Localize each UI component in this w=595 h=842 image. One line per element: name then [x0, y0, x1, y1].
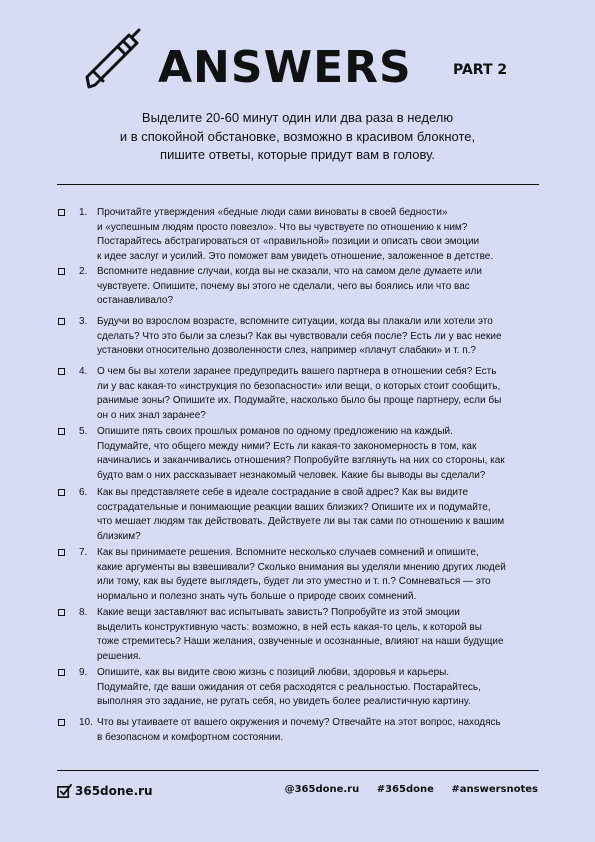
question-line: Что вы утаиваете от вашего окружения и почему? Отвечайте на этот вопрос, находясь [97, 717, 501, 728]
question-number: 5. [79, 426, 88, 437]
intro-line: Выделите 20-60 минут один или два раза в неделю [141, 110, 454, 125]
question-text [97, 315, 542, 359]
question-number: 1. [79, 207, 88, 218]
question-checkbox[interactable] [58, 268, 65, 275]
question-number: 2. [79, 266, 88, 277]
question-checkbox[interactable] [58, 719, 65, 726]
question-line: сделать? Что это были за слезы? Как вы чувствовали себя после? Есть ли у вас некие [97, 330, 502, 342]
top-divider [57, 184, 539, 185]
question-line: О чем бы вы хотели заранее предупредить вашего партнера в отношении себя? Есть [97, 366, 497, 377]
footer-tags [271, 784, 538, 795]
intro-line: пишите ответы, которые придут вам в голову. [160, 147, 435, 162]
intro-line: и в спокойной обстановке, возможно в красивом блокноте, [119, 128, 476, 144]
question-checkbox[interactable] [58, 368, 65, 375]
question-line: в безопасном и комфортном состоянии. [97, 731, 284, 743]
question-number: 4. [79, 366, 88, 377]
question-line: что мешает людям так действовать. Действуете ли вы так сами по отношению к вашим [97, 516, 505, 527]
question-number: 8. [79, 607, 88, 618]
footer-tag: #answersnotes [451, 784, 538, 795]
question-line: какие аргументы вы взвешивали? Сколько внимания вы уделяли мнению других людей [97, 561, 506, 573]
question-line: останавливало? [97, 295, 174, 306]
question-line: начинались и заканчивались отношения? Попробуйте взглянуть на них со стороны, как [97, 455, 505, 466]
page-title: ANSWERS [158, 42, 412, 93]
question-text [97, 206, 542, 264]
question-line: Вспомните недавние случаи, когда вы не сказали, что на самом деле думаете или [97, 266, 482, 277]
question-number: 6. [79, 487, 88, 498]
question-line: Прочитайте утверждения «бедные люди сами виноваты в своей бедности» [97, 207, 448, 218]
question-line: Как вы представляете себе в идеале сострадание в свой адрес? Как вы видите [97, 487, 469, 498]
question-text [97, 716, 542, 745]
question-line: Будучи во взрослом возрасте, вспомните ситуации, когда вы плакали или хотели это [97, 316, 493, 327]
question-line: ранимые зоны? Опишите их. Подумайте, насколько было бы проще партнеру, если бы [97, 395, 502, 406]
checkbox-check-icon [57, 784, 72, 799]
question-line: и «успешным людям просто повезло». Что вы чувствуете по отношению к ним? [97, 221, 468, 233]
question-line: к идее заслуг и усилий. Это поможет вам увидеть отношение, заложенное в детстве. [97, 250, 494, 262]
question-text [97, 666, 542, 710]
question-checkbox[interactable] [58, 489, 65, 496]
question-checkbox[interactable] [58, 318, 65, 325]
question-text [97, 546, 542, 604]
question-checkbox[interactable] [58, 549, 65, 556]
question-text [97, 425, 542, 483]
part-label: PART 2 [453, 62, 508, 78]
question-line: чувствуете. Опишите, почему вы этого не сделали, чего вы боялись или что вас [97, 280, 470, 292]
question-checkbox[interactable] [58, 209, 65, 216]
question-number: 10. [79, 717, 93, 728]
question-text [97, 265, 542, 309]
question-line: Подумайте, где ваши ожидания от себя расходятся с реальностью. Постарайтесь, [97, 681, 481, 693]
question-checkbox[interactable] [58, 428, 65, 435]
header [0, 0, 595, 100]
question-number: 3. [79, 316, 88, 327]
question-line: сострадательные и понимающие реакции ваших близких? Опишите их и подумайте, [97, 501, 491, 513]
question-line: выделить конструктивную часть: возможно, в ней есть какая-то цель, к которой вы [97, 621, 482, 633]
question-line: Постарайтесь абстрагироваться от «правильной» позиции и описать свои эмоции [97, 236, 480, 247]
question-line: решения. [97, 650, 142, 662]
question-line: будто вам о них рассказывает незнакомый человек. Какие бы выводы вы сделали? [97, 469, 486, 481]
question-line: установки относительно дозволенности слез, например «плачут слабаки» и т. п.? [97, 345, 476, 356]
question-line: Подумайте, что общего между ними? Есть ли какая-то закономерность в том, как [97, 440, 477, 452]
brand-name: 365done.ru [75, 784, 153, 798]
question-line: ли у вас какая-то «инструкция по безопасности» или вещи, о которых стоит сообщить, [97, 380, 501, 392]
question-text [97, 606, 542, 664]
question-line: Опишите, как вы видите свою жизнь с позиций любви, здоровья и карьеры. [97, 667, 450, 678]
pen-icon [79, 27, 143, 91]
question-line: он о них знал заранее? [97, 409, 206, 421]
question-text [97, 365, 542, 423]
question-line: или тому, как вы будете выглядеть, будет ли это уместно и т. п.? Сомневаться — это [97, 576, 491, 587]
footer-tag: @365done.ru [284, 784, 360, 795]
question-text [97, 486, 542, 544]
question-line: Какие вещи заставляют вас испытывать зависть? Попробуйте из этой эмоции [97, 607, 460, 618]
question-line: выполняя это задание, не ругать себя, но увидеть более реалистичную картину. [97, 696, 471, 707]
question-number: 9. [79, 667, 88, 678]
question-line: тоже стремитесь? Наши желания, озвученные и осознанные, влияют на наши будущие [97, 636, 504, 647]
footer-divider [57, 770, 539, 771]
brand [57, 781, 153, 801]
question-number: 7. [79, 547, 88, 558]
question-checkbox[interactable] [58, 669, 65, 676]
question-checkbox[interactable] [58, 609, 65, 616]
question-line: близким? [97, 530, 141, 542]
question-line: нормально и полезно знать чуть больше о природе своих сомнений. [97, 590, 417, 602]
footer-tag: #365done [376, 784, 434, 795]
question-line: Как вы принимаете решения. Вспомните несколько случаев сомнений и опишите, [97, 547, 479, 558]
intro-text [60, 109, 535, 165]
question-line: Опишите пять своих прошлых романов по одному предложению на каждый. [97, 426, 453, 437]
